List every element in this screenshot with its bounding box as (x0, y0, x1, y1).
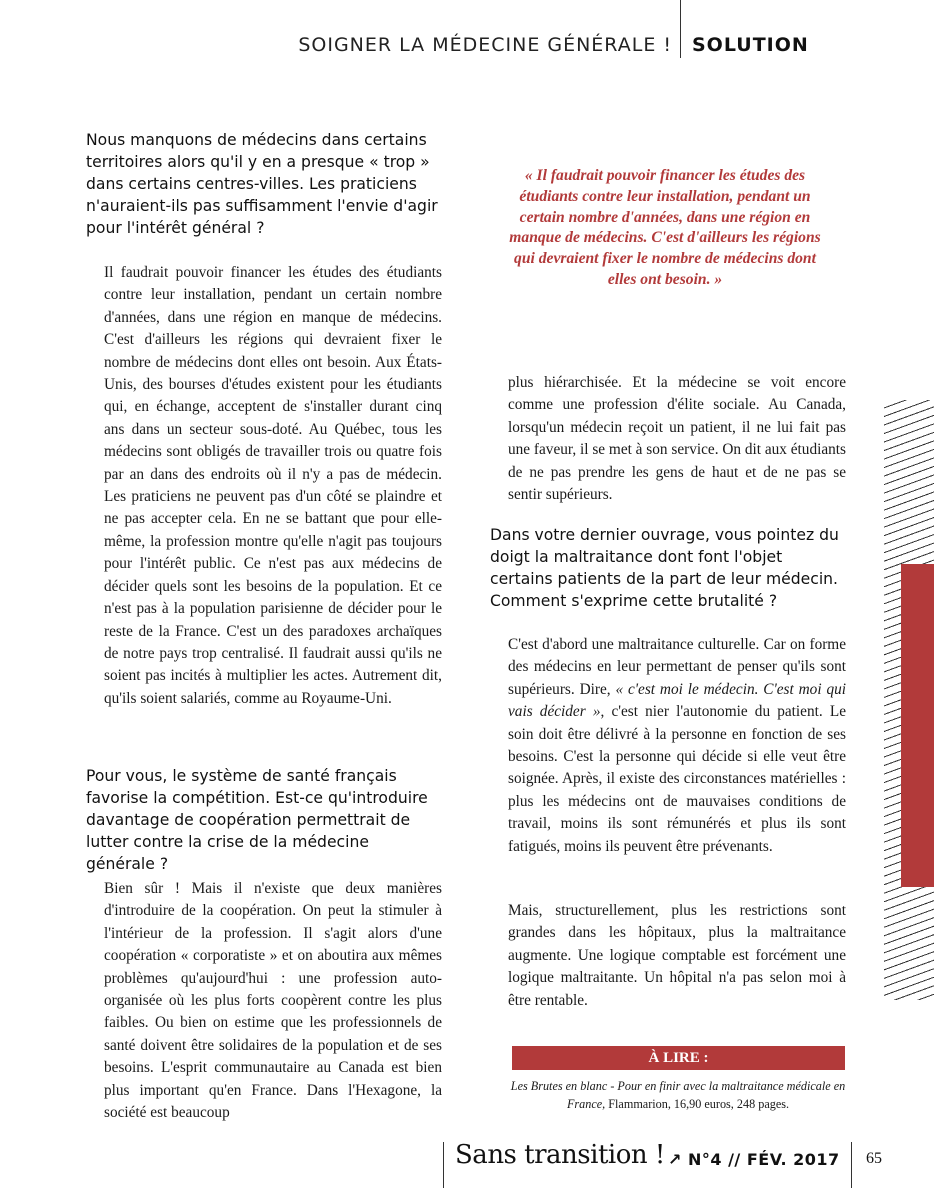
section-title: SOIGNER LA MÉDECINE GÉNÉRALE ! (298, 34, 672, 56)
answer-3-text-start: C'est d'abord une maltraitance culturelle. Car on forme des médecins en leur permettant de penser qu'ils sont supérieurs. Dire, (508, 636, 846, 698)
pull-quote: « Il faudrait pouvoir financer les études des étudiants contre leur installation, pendant un certain nombre d'années, dans une région en manque de médecins. C'est d'ailleurs les régions qui devraient fixer le nombre de médecins dont elles ont besoin. » (509, 167, 821, 288)
question-1: Nous manquons de médecins dans certains territoires alors qu'il y en a presque « trop » dans certains centres-villes. Les praticiens n'auraient-ils pas suffisamment l'envie d'agir pour l'intérêt général ? (86, 131, 438, 237)
answer-3-paragraph-2: Mais, structurellement, plus les restrictions sont grandes dans les hôpitaux, plus la maltraitance augmente. Une logique comptable est forcément une logique maltraitante. Un hôpital n'a pas selon moi à être rentable. (508, 902, 846, 1009)
footer-divider-left (443, 1142, 444, 1188)
book-details: Flammarion, 16,90 euros, 248 pages. (605, 1097, 790, 1111)
question-2: Pour vous, le système de santé français favorise la compétition. Est-ce qu'introduire davantage de coopération permettrait de lutter contre la crise de la médecine générale ? (86, 767, 428, 873)
section-category: SOLUTION (692, 34, 809, 56)
answer-2: Bien sûr ! Mais il n'existe que deux manières d'introduire de la coopération. On peut la stimuler à l'intérieur de la profession. Il s'agit alors d'une coopération « corporatiste » et on aboutira aux mêmes problèmes qu'aujourd'hui : une profession auto-organisée où les plus forts coopèrent contre les plus faibles. Ou bien on estime que les professionnels de santé doivent être solidaires de la population et de ses besoins. L'esprit communautaire au Canada est bien plus important qu'en France. Dans l'Hexagone, la société est beaucoup (104, 880, 442, 1122)
book-title: Les Brutes en blanc - Pour en finir avec la maltraitance médicale en France, (510, 1079, 846, 1111)
reading-title: À LIRE : (512, 1046, 845, 1070)
question-3: Dans votre dernier ouvrage, vous pointez du doigt la maltraitance dont font l'objet certains patients de la part de leur médecin. Comment s'exprime cette brutalité ? (490, 526, 839, 610)
issue-number: ↗ N°4 // FÉV. 2017 (668, 1150, 840, 1169)
answer-2-continued: plus hiérarchisée. Et la médecine se voit encore comme une profession d'élite sociale. Au Canada, lorsqu'un médecin reçoit un patient, il ne lui fait pas une faveur, il se met à son service. On dit aux étudiants de ne pas prendre les gens de haut et de ne pas se sentir supérieurs. (508, 374, 846, 504)
reading-reference (503, 1077, 853, 1113)
page-number: 65 (866, 1150, 882, 1167)
answer-1: Il faudrait pouvoir financer les études des étudiants contre leur installation, pendant un certain nombre d'années, dans une région en manque de médecins. C'est d'ailleurs les régions qui devraient fixer le nombre de médecins dont elles ont besoin. Aux États-Unis, des bourses d'études existent pour les étudiants qui, en échange, acceptent de s'installer durant cinq ans dans un secteur sous-doté. Au Québec, tous les médecins sont obligés de travailler trois ou quatre fois par an dans des endroits où il n'y a pas de médecin. Les praticiens ne peuvent pas d'un côté se plaindre et ne pas accepter cela. En ne se battant que pour elle-même, la profession montre qu'elle n'agit pas toujours pour l'intérêt public. Ce n'est pas aux médecins de décider quels sont les besoins de la population. Et ce n'est pas à la population parisienne de décider pour le reste de la France. C'est un des paradoxes archaïques de notre pays trop centralisé. Il faudrait aussi qu'ils ne soient pas incités à multiplier les actes. Autrement dit, qu'ils soient salariés, comme au Royaume-Uni. (104, 264, 442, 707)
answer-3-text-end: , c'est nier l'autonomie du patient. Le soin doit être délivré à la personne en fonction de ses besoins. C'est la personne qui décide si elle veut être soignée. Après, il existe des circonstances matérielles : plus les médecins ont de mauvaises conditions de travail, moins ils sont rémunérés et plus ils sont fatigués, moins ils peuvent être prévenants. (508, 703, 846, 855)
answer-3-paragraph-1 (508, 634, 846, 858)
magazine-name: Sans transition ! (455, 1140, 665, 1170)
footer-divider-right (851, 1142, 852, 1188)
answer-3-quote: « c'est moi le médecin. C'est moi qui vais décider » (508, 680, 846, 721)
side-accent-bar (901, 564, 934, 887)
header-divider (680, 0, 681, 58)
